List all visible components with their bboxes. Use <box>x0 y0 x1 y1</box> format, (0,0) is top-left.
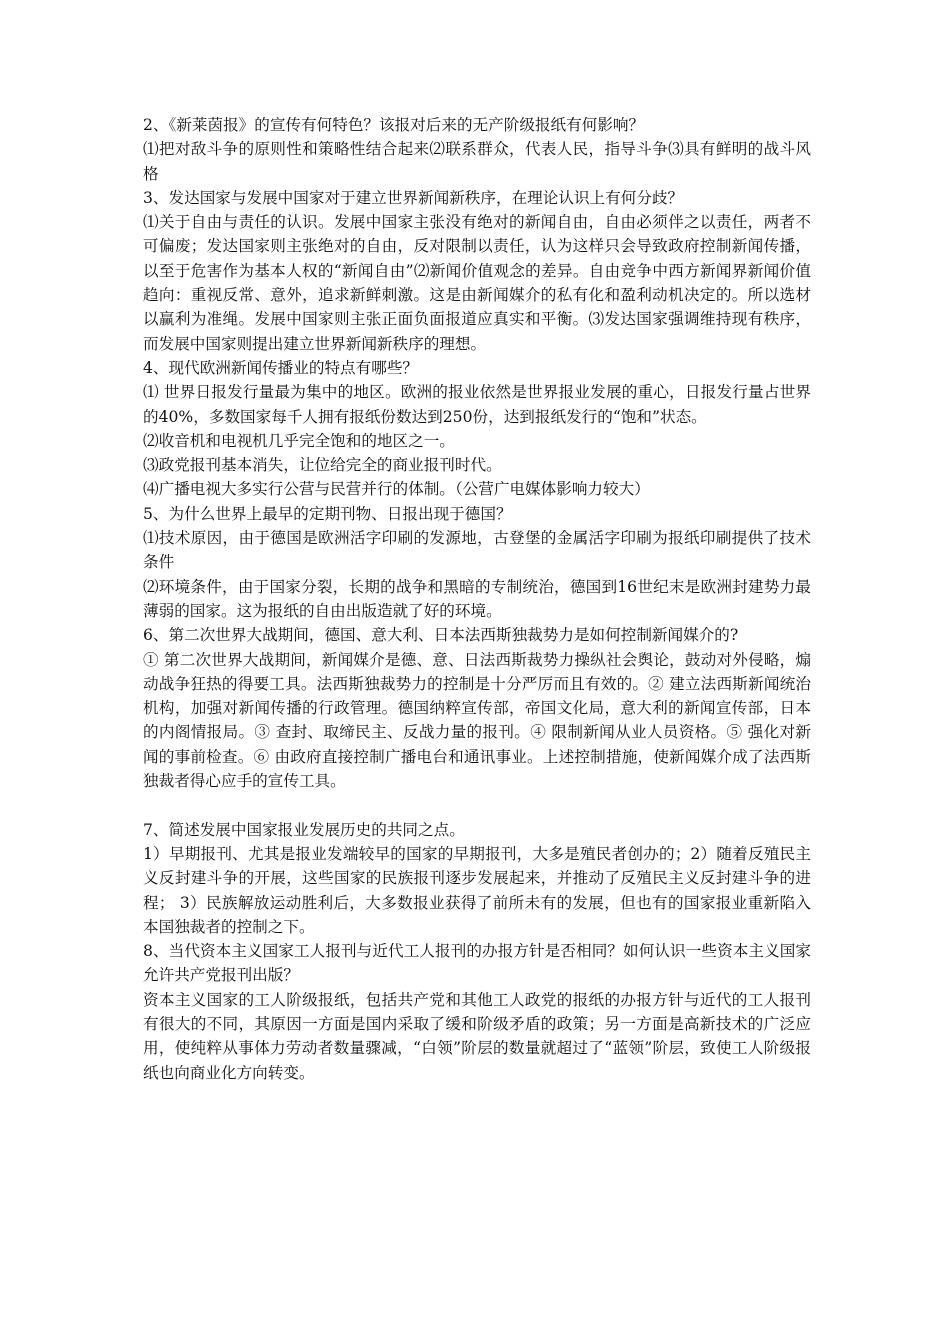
qa-block-2 <box>143 113 811 186</box>
qa-block-7 <box>143 818 811 939</box>
answer-7-1: 1）早期报刊、尤其是报业发端较早的国家的早期报刊，大多是殖民者创办的；2）随着反殖民主义反封建斗争的开展，这些国家的民族报刊逐步发展起来，并推动了反殖民主义反封建斗争的进程； 3）民族解放运动胜利后，大多数报业获得了前所未有的发展，但也有的国家报业重新陷入本国独裁者的控制之下。 <box>143 844 811 936</box>
answer-5-2: ⑵环境条件，由于国家分裂，长期的战争和黑暗的专制统治，德国到16世纪末是欧洲封建势力最薄弱的国家。这为报纸的自由出版造就了好的环境。 <box>143 577 811 620</box>
answer-6-1: ① 第二次世界大战期间，新闻媒介是德、意、日法西斯裁势力操纵社会舆论，鼓动对外侵略，煽动战争狂热的得要工具。法西斯独裁势力的控制是十分严厉而且有效的。② 建立法西斯新闻统治机构，加强对新闻传播的行政管理。德国纳粹宣传部，帝国文化局，意大利的新闻宣传部，日本的内阁情报局。③ 查封、取缔民主、反战力量的报刊。④ 限制新闻从业人员资格。⑤ 强化对新闻的事前检查。⑥ 由政府直接控制广播电台和通讯事业。上述控制措施，使新闻媒介成了法西斯独裁者得心应手的宣传工具。 <box>143 650 811 791</box>
question-3: 3、发达国家与发展中国家对于建立世界新闻新秩序，在理论认识上有何分歧？ <box>143 188 684 207</box>
document-page <box>143 113 811 1085</box>
question-4: 4、现代欧洲新闻传播业的特点有哪些？ <box>143 358 419 377</box>
qa-block-6 <box>143 623 811 793</box>
answer-8-1: 资本主义国家的工人阶级报纸，包括共产党和其他工人政党的报纸的办报方针与近代的工人报刊有很大的不同，其原因一方面是国内采取了缓和阶级矛盾的政策；另一方面是高新技术的广泛应用，使纯粹从事体力劳动者数量骤减，“白领”阶层的数量就超过了“蓝领”阶层，致使工人阶级报纸也向商业化方向转变。 <box>143 990 811 1082</box>
question-2: 2、《新莱茵报》的宣传有何特色？该报对后来的无产阶级报纸有何影响？ <box>143 116 645 134</box>
qa-block-8 <box>143 939 811 1085</box>
question-8: 8、当代资本主义国家工人报刊与近代工人报刊的办报方针是否相同？如何认识一些资本主义国家允许共产党报刊出版？ <box>143 942 811 985</box>
answer-3-1: ⑴关于自由与责任的认识。发展中国家主张没有绝对的新闻自由，自由必须伴之以责任，两者不可偏废；发达国家则主张绝对的自由，反对限制以责任，认为这样只会导致政府控制新闻传播，以至于危害作为基本人权的“新闻自由”⑵新闻价值观念的差异。自由竞争中西方新闻界新闻价值趋向：重视反常、意外，追求新鲜刺激。这是由新闻媒介的私有化和盈利动机决定的。所以选材以赢利为准绳。发展中国家则主张正面负面报道应真实和平衡。⑶发达国家强调维持现有秩序，而发展中国家则提出建立世界新闻新秩序的理想。 <box>143 213 811 353</box>
answer-4-3: ⑶政党报刊基本消失，让位给完全的商业报刊时代。 <box>143 456 502 475</box>
answer-4-4: ⑷广播电视大多实行公营与民营并行的体制。（公营广电媒体影响力较大） <box>143 480 650 499</box>
blank-line <box>143 793 811 817</box>
question-5: 5、为什么世界上最早的定期刊物、日报出现于德国？ <box>143 504 512 523</box>
qa-block-5 <box>143 502 811 623</box>
question-7: 7、简述发展中国家报业发展历史的共同之点。 <box>143 820 465 839</box>
answer-4-2: ⑵收音机和电视机几乎完全饱和的地区之一。 <box>143 431 455 450</box>
qa-block-3 <box>143 186 811 356</box>
answer-4-1: ⑴ 世界日报发行量最为集中的地区。欧洲的报业依然是世界报业发展的重心，日报发行量占世界的40%，多数国家每千人拥有报纸份数达到250份，达到报纸发行的“饱和”状态。 <box>143 383 811 426</box>
qa-block-4 <box>143 356 811 502</box>
question-6: 6、第二次世界大战期间，德国、意大利、日本法西斯独裁势力是如何控制新闻媒介的? <box>143 626 739 645</box>
answer-5-1: ⑴技术原因，由于德国是欧洲活字印刷的发源地，古登堡的金属活字印刷为报纸印刷提供了技术条件 <box>143 529 811 572</box>
answer-2-1: ⑴把对敌斗争的原则性和策略性结合起来⑵联系群众，代表人民，指导斗争⑶具有鲜明的战斗风格 <box>143 140 811 183</box>
